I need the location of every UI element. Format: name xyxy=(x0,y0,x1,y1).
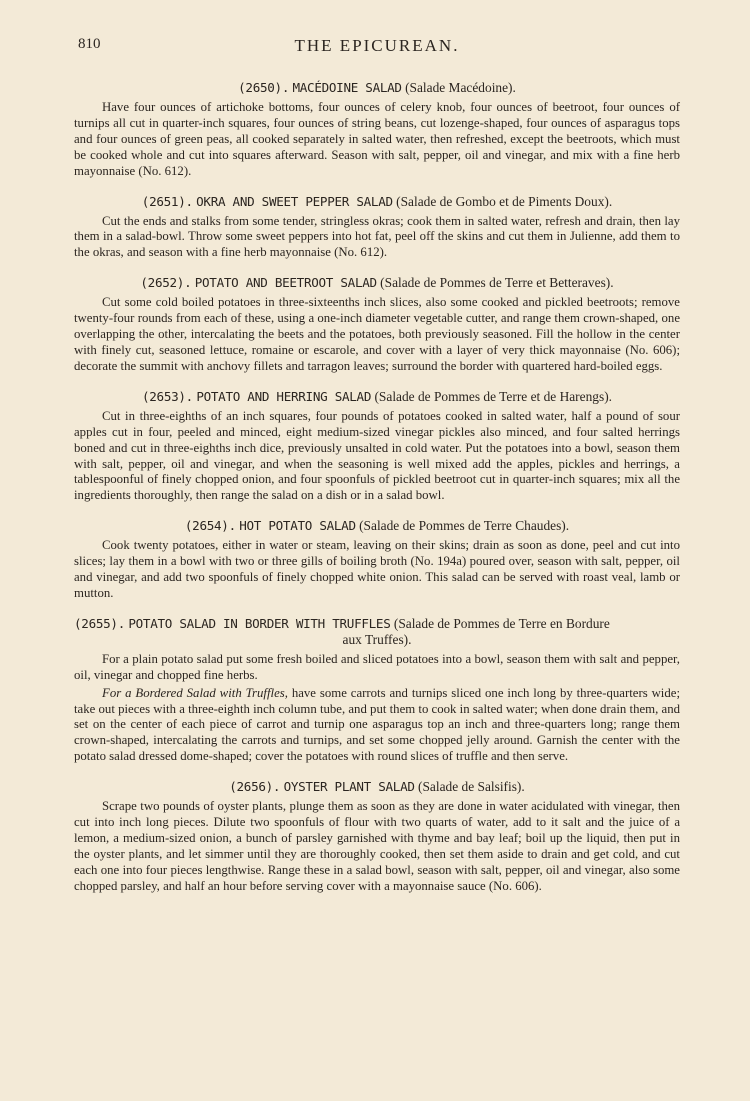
recipe-number: (2655). xyxy=(74,615,125,631)
recipe-heading xyxy=(74,194,680,210)
recipe-name: POTATO AND HERRING SALAD xyxy=(196,388,372,404)
recipe-name: POTATO AND BEETROOT SALAD xyxy=(194,275,377,291)
recipe-body-variant xyxy=(74,686,680,766)
recipe-body: Have four ounces of artichoke bottoms, four ounces of celery knob, four ounces of beetroot, four ounces of turnips all cut in quarter-inch squares, four ounces of string beans, cut lozenge-shaped, four ounces of asparagus tops and four ounces of green peas, all cooked separately in salted water, then refreshed, except the beetroots, which must be cooked whole and cut into squares afterward. Season with salt, pepper, oil and vinegar, and mix with a fine herb mayonnaise (No. 612). xyxy=(74,100,680,178)
running-title: THE EPICUREAN. xyxy=(294,36,460,55)
recipe-body: Cut the ends and stalks from some tender, stringless okras; cook them in salted water, refresh and drain, then lay them in a salad-bowl. Throw some sweet peppers into hot fat, peel off the skins and cut them in Julienne, add them to the okras, and season with a fine herb mayonnaise (No. 612). xyxy=(74,213,680,260)
recipe-heading xyxy=(74,518,680,534)
recipe-number: (2652). xyxy=(140,275,192,291)
recipe-heading xyxy=(74,389,680,405)
recipe-name: MACÉDOINE SALAD xyxy=(292,80,402,95)
recipe-2651 xyxy=(74,194,680,262)
running-head xyxy=(74,30,680,70)
recipe-number: (2656). xyxy=(229,779,281,795)
recipe-2652 xyxy=(74,275,680,375)
recipe-heading xyxy=(74,275,680,291)
recipe-heading xyxy=(74,616,680,648)
recipe-body: For a plain potato salad put some fresh boiled and sliced potatoes into a bowl, season them with salt and pepper, oil, vinegar and chopped fine herbs. xyxy=(74,651,680,682)
recipe-body: Cut in three-eighths of an inch squares, four pounds of potatoes cooked in salted water, half a pound of sour apples cut in four, peeled and minced, eight medium-sized vinegar pickles also minced, and four salted herrings boned and cut in three-eighths inch dice, previously unsalted in cold water. Put the potatoes into a bowl, season them with salt, pepper, oil and vinegar, and when the seasoning is well mixed add the apples, pickles and herrings, a tablespoonful of finely chopped onion, and four spoonfuls of pickled beetroot cut in quarter-inch squares; mix all the ingredients thoroughly, then range the salad on a dish or in a salad bowl. xyxy=(74,408,680,503)
page-number: 810 xyxy=(78,36,101,52)
recipe-2650 xyxy=(74,80,680,180)
recipe-2655 xyxy=(74,616,680,765)
recipe-body: Cut some cold boiled potatoes in three-sixteenths inch slices, also some cooked and pickled beetroots; remove twenty-four rounds from each of these, using a one-inch diameter vegetable cutter, and range them crown-shaped, one overlapping the other, intercalating the beets and the potatoes, both previously seasoned. Fill the hollow in the center with finely cut, seasoned lettuce, romaine or escarole, and cover with a layer of very thick mayonnaise (No. 606); decorate the summit with anchovy fillets and tarragon leaves; surround the border with quartered hard-boiled eggs. xyxy=(74,295,680,373)
recipe-2654 xyxy=(74,518,680,602)
recipe-name: OKRA AND SWEET PEPPER SALAD xyxy=(196,193,393,209)
recipe-body: Scrape two pounds of oyster plants, plunge them as soon as they are done in water acidulated with vinegar, then cut into inch long pieces. Dilute two spoonfuls of flour with two quarts of water, add to it salt and the juice of a lemon, a medium-sized onion, a bunch of parsley garnished with thyme and bay leaf; boil up the liquid, then put in the oyster plants, and let simmer until they are thoroughly cooked, then set them aside to drain and get cold, and cut each one into four pieces lengthwise. Range these in a salad bowl, season with salt, pepper, oil and vinegar, also some chopped parsley, and half an hour before serving cover with a mayonnaise sauce (No. 606). xyxy=(74,799,680,893)
recipe-french-name-continued: aux Truffes). xyxy=(342,631,412,647)
recipe-french-name: (Salade de Pommes de Terre et de Harengs). xyxy=(374,388,612,404)
recipe-french-name: (Salade de Pommes de Terre Chaudes). xyxy=(359,518,570,534)
recipe-2656 xyxy=(74,779,680,894)
recipe-number: (2654). xyxy=(184,518,236,534)
recipe-2653 xyxy=(74,389,680,504)
recipe-name: POTATO SALAD IN BORDER WITH TRUFFLES xyxy=(128,615,391,631)
variant-title: For a Bordered Salad with Truffles, xyxy=(102,685,288,700)
recipe-french-name: (Salade de Gombo et de Piments Doux). xyxy=(396,193,613,209)
recipe-french-name: (Salade de Pommes de Terre et Betteraves). xyxy=(380,275,614,291)
recipe-number: (2651). xyxy=(141,193,193,209)
recipe-name: OYSTER PLANT SALAD xyxy=(283,779,415,795)
recipe-number: (2653). xyxy=(141,388,193,404)
recipe-number: (2650). xyxy=(238,80,290,95)
recipe-heading xyxy=(74,779,680,795)
variant-text: have some carrots and turnips sliced one inch long by three-quarters wide; take out pieces with a three-eighth inch column tube, and put them to cook in salted water; when done drain them, and set on the center of each piece of carrot and turnip one asparagus top an inch and three-quarters long; range them crown-shaped, intercalating the carrots and turnips, and set some chopped jelly around. Garnish the center with the potato salad dressed dome-shaped; cover the potatoes with round slices of truffle and then serve. xyxy=(74,685,680,764)
recipe-french-name: (Salade Macédoine). xyxy=(405,80,516,95)
recipe-french-name: (Salade de Salsifis). xyxy=(418,779,525,795)
recipe-body: Cook twenty potatoes, either in water or steam, leaving on their skins; drain as soon as done, peel and cut into slices; lay them in a bowl with two or three gills of boiling broth (No. 194a) poured over, season with salt, pepper, oil and vinegar, and add two spoonfuls of finely chopped white onion. This salad can be served with roast veal, lamb or mutton. xyxy=(74,538,680,600)
recipe-french-name: (Salade de Pommes de Terre en Bordure xyxy=(393,615,610,631)
recipe-name: HOT POTATO SALAD xyxy=(239,518,356,534)
recipe-heading xyxy=(74,80,680,96)
